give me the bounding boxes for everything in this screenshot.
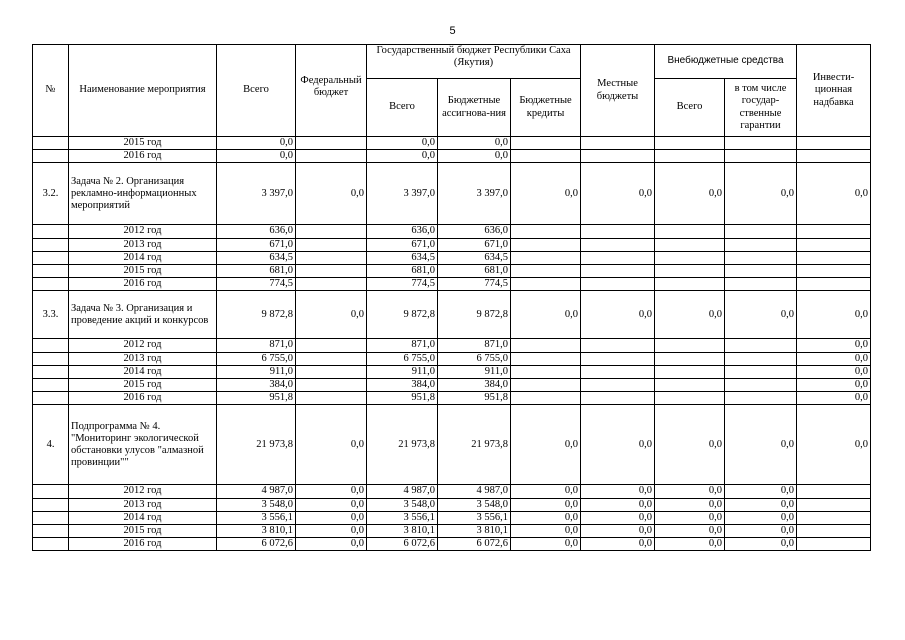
row-number: 3.3. <box>33 291 69 339</box>
table-row <box>33 485 871 498</box>
row-value <box>511 150 581 163</box>
row-name: 2012 год <box>69 225 217 238</box>
row-value <box>296 339 367 352</box>
row-value: 3 556,1 <box>217 511 296 524</box>
row-value <box>296 225 367 238</box>
row-value <box>655 251 725 264</box>
row-value: 0,0 <box>581 405 655 485</box>
row-number <box>33 538 69 551</box>
table-row <box>33 278 871 291</box>
row-value: 0,0 <box>797 291 871 339</box>
row-number <box>33 485 69 498</box>
table-row <box>33 137 871 150</box>
row-value: 681,0 <box>367 265 438 278</box>
row-value <box>797 485 871 498</box>
row-value: 0,0 <box>511 525 581 538</box>
row-value: 0,0 <box>438 150 511 163</box>
header-extra-total: Всего <box>655 79 725 137</box>
row-value <box>511 379 581 392</box>
row-number <box>33 379 69 392</box>
row-name: 2016 год <box>69 392 217 405</box>
row-number <box>33 392 69 405</box>
row-value <box>725 150 797 163</box>
row-value <box>581 225 655 238</box>
table-row <box>33 498 871 511</box>
row-value: 774,5 <box>438 278 511 291</box>
row-value: 0,0 <box>511 405 581 485</box>
row-value: 0,0 <box>581 485 655 498</box>
row-value <box>511 238 581 251</box>
row-number <box>33 525 69 538</box>
row-value <box>581 365 655 378</box>
row-value: 3 548,0 <box>367 498 438 511</box>
row-value <box>581 339 655 352</box>
table-row <box>33 352 871 365</box>
row-value <box>296 379 367 392</box>
row-value <box>581 251 655 264</box>
row-value: 681,0 <box>217 265 296 278</box>
row-value <box>797 225 871 238</box>
row-number <box>33 150 69 163</box>
row-number <box>33 265 69 278</box>
row-name: 2012 год <box>69 485 217 498</box>
row-value <box>725 265 797 278</box>
row-value <box>511 137 581 150</box>
row-name: Задача № 2. Организация рекламно-информационных мероприятий <box>69 163 217 225</box>
row-value: 0,0 <box>655 291 725 339</box>
table-row <box>33 365 871 378</box>
row-name: 2013 год <box>69 498 217 511</box>
table-row <box>33 150 871 163</box>
row-value <box>725 225 797 238</box>
row-value: 0,0 <box>296 485 367 498</box>
row-value <box>797 525 871 538</box>
table-row <box>33 339 871 352</box>
row-value: 951,8 <box>438 392 511 405</box>
row-value: 3 397,0 <box>438 163 511 225</box>
row-value: 0,0 <box>581 511 655 524</box>
row-value <box>655 365 725 378</box>
row-value: 4 987,0 <box>438 485 511 498</box>
row-value <box>296 251 367 264</box>
row-value <box>581 379 655 392</box>
row-value <box>797 137 871 150</box>
row-value <box>296 238 367 251</box>
row-value: 0,0 <box>655 525 725 538</box>
row-number <box>33 238 69 251</box>
row-value: 0,0 <box>797 352 871 365</box>
row-value: 636,0 <box>438 225 511 238</box>
row-value: 0,0 <box>511 511 581 524</box>
row-value: 0,0 <box>797 379 871 392</box>
row-value: 384,0 <box>367 379 438 392</box>
row-value: 774,5 <box>367 278 438 291</box>
row-value <box>511 339 581 352</box>
row-value: 21 973,8 <box>217 405 296 485</box>
row-value: 0,0 <box>438 137 511 150</box>
row-value: 0,0 <box>581 525 655 538</box>
table-row <box>33 392 871 405</box>
row-value: 6 072,6 <box>367 538 438 551</box>
table-row <box>33 238 871 251</box>
row-name: 2013 год <box>69 352 217 365</box>
table-row <box>33 265 871 278</box>
row-value <box>296 392 367 405</box>
row-value: 871,0 <box>367 339 438 352</box>
row-number <box>33 352 69 365</box>
row-value: 3 556,1 <box>367 511 438 524</box>
row-value <box>725 137 797 150</box>
row-value: 911,0 <box>438 365 511 378</box>
row-value: 871,0 <box>438 339 511 352</box>
row-value: 681,0 <box>438 265 511 278</box>
row-number <box>33 365 69 378</box>
row-value: 384,0 <box>438 379 511 392</box>
table-row <box>33 163 871 225</box>
row-value: 0,0 <box>581 291 655 339</box>
row-value: 3 810,1 <box>438 525 511 538</box>
row-name: 2013 год <box>69 238 217 251</box>
row-value: 3 548,0 <box>438 498 511 511</box>
row-value <box>511 225 581 238</box>
row-value: 0,0 <box>511 498 581 511</box>
row-value: 0,0 <box>725 291 797 339</box>
row-value: 21 973,8 <box>438 405 511 485</box>
header-state-budget: Государственный бюджет Республики Саха (Якутия) <box>367 45 581 79</box>
row-value: 0,0 <box>797 405 871 485</box>
header-total: Всего <box>217 45 296 137</box>
row-value <box>655 339 725 352</box>
budget-table <box>32 44 871 551</box>
row-value: 0,0 <box>725 485 797 498</box>
row-name: 2016 год <box>69 150 217 163</box>
row-value <box>725 352 797 365</box>
table-row <box>33 525 871 538</box>
page-number: 5 <box>449 25 456 37</box>
row-value <box>797 278 871 291</box>
row-value <box>581 352 655 365</box>
row-value <box>581 238 655 251</box>
row-name: 2015 год <box>69 137 217 150</box>
row-value: 0,0 <box>511 485 581 498</box>
row-number <box>33 339 69 352</box>
row-value <box>797 238 871 251</box>
row-value <box>797 251 871 264</box>
row-value: 0,0 <box>725 498 797 511</box>
row-value: 0,0 <box>217 137 296 150</box>
row-value: 21 973,8 <box>367 405 438 485</box>
header-invest: Инвести-ционная надбавка <box>797 45 871 137</box>
row-value <box>296 352 367 365</box>
row-value: 0,0 <box>296 405 367 485</box>
row-value <box>725 339 797 352</box>
header-extra: Внебюджетные средства <box>655 45 797 79</box>
row-number <box>33 137 69 150</box>
row-value: 0,0 <box>797 392 871 405</box>
row-name: 2016 год <box>69 538 217 551</box>
row-value: 9 872,8 <box>367 291 438 339</box>
row-value: 0,0 <box>581 538 655 551</box>
row-name: 2012 год <box>69 339 217 352</box>
row-name: 2014 год <box>69 365 217 378</box>
table-row <box>33 511 871 524</box>
row-name: Задача № 3. Организация и проведение акций и конкурсов <box>69 291 217 339</box>
row-value <box>655 379 725 392</box>
row-value: 0,0 <box>511 291 581 339</box>
row-value <box>511 352 581 365</box>
row-name: 2015 год <box>69 265 217 278</box>
row-value: 871,0 <box>217 339 296 352</box>
header-state-credit: Бюджетные кредиты <box>511 79 581 137</box>
row-value <box>296 365 367 378</box>
row-value <box>581 392 655 405</box>
row-value: 774,5 <box>217 278 296 291</box>
row-value <box>797 511 871 524</box>
row-value: 0,0 <box>581 163 655 225</box>
row-value: 911,0 <box>217 365 296 378</box>
header-num: № <box>33 45 69 137</box>
row-value: 636,0 <box>217 225 296 238</box>
row-value: 0,0 <box>725 538 797 551</box>
row-value: 4 987,0 <box>367 485 438 498</box>
row-value: 0,0 <box>296 538 367 551</box>
row-value <box>581 137 655 150</box>
row-value: 6 755,0 <box>217 352 296 365</box>
row-name: 2015 год <box>69 525 217 538</box>
row-value: 671,0 <box>217 238 296 251</box>
row-value <box>725 278 797 291</box>
row-value <box>725 251 797 264</box>
row-value <box>296 137 367 150</box>
row-value <box>655 352 725 365</box>
row-value: 634,5 <box>438 251 511 264</box>
row-value: 0,0 <box>655 405 725 485</box>
row-value <box>655 238 725 251</box>
row-value: 9 872,8 <box>217 291 296 339</box>
table-row <box>33 251 871 264</box>
row-value: 0,0 <box>511 538 581 551</box>
row-value: 9 872,8 <box>438 291 511 339</box>
row-number: 3.2. <box>33 163 69 225</box>
row-value: 0,0 <box>655 163 725 225</box>
row-value: 0,0 <box>797 365 871 378</box>
row-value <box>655 392 725 405</box>
row-value: 0,0 <box>797 339 871 352</box>
row-value: 0,0 <box>217 150 296 163</box>
row-name: 2015 год <box>69 379 217 392</box>
row-value: 634,5 <box>367 251 438 264</box>
row-value: 0,0 <box>367 150 438 163</box>
header-local: Местные бюджеты <box>581 45 655 137</box>
row-value <box>725 238 797 251</box>
row-value: 951,8 <box>367 392 438 405</box>
row-value <box>511 365 581 378</box>
row-value <box>725 365 797 378</box>
row-value: 0,0 <box>725 511 797 524</box>
header-name: Наименование мероприятия <box>69 45 217 137</box>
row-number <box>33 251 69 264</box>
row-value: 4 987,0 <box>217 485 296 498</box>
row-value <box>797 498 871 511</box>
row-value: 0,0 <box>725 163 797 225</box>
row-number <box>33 225 69 238</box>
table-row <box>33 379 871 392</box>
row-name: Подпрограмма № 4. "Мониторинг экологической обстановки улусов "алмазной провинции"" <box>69 405 217 485</box>
table-row <box>33 291 871 339</box>
header-state-alloc: Бюджетные ассигнова-ния <box>438 79 511 137</box>
row-value: 3 548,0 <box>217 498 296 511</box>
row-name: 2016 год <box>69 278 217 291</box>
row-value <box>296 278 367 291</box>
row-number: 4. <box>33 405 69 485</box>
row-value <box>797 150 871 163</box>
table-header <box>33 45 871 137</box>
row-number <box>33 498 69 511</box>
header-extra-guar: в том числе государ-ственные гарантии <box>725 79 797 137</box>
row-value: 0,0 <box>797 163 871 225</box>
row-value: 0,0 <box>725 405 797 485</box>
row-value <box>725 379 797 392</box>
row-value: 636,0 <box>367 225 438 238</box>
row-value <box>511 392 581 405</box>
row-value <box>581 265 655 278</box>
row-value <box>725 392 797 405</box>
row-value <box>655 137 725 150</box>
row-value: 0,0 <box>296 511 367 524</box>
row-value: 3 810,1 <box>217 525 296 538</box>
row-value: 0,0 <box>296 291 367 339</box>
row-value <box>511 265 581 278</box>
row-value <box>296 265 367 278</box>
row-value <box>655 150 725 163</box>
row-value <box>581 150 655 163</box>
row-value: 0,0 <box>655 511 725 524</box>
header-state-total: Всего <box>367 79 438 137</box>
row-value: 3 397,0 <box>367 163 438 225</box>
table-row <box>33 225 871 238</box>
table-body <box>33 137 871 551</box>
row-value <box>511 251 581 264</box>
row-value: 6 755,0 <box>367 352 438 365</box>
row-value <box>797 265 871 278</box>
row-value: 6 755,0 <box>438 352 511 365</box>
row-value: 0,0 <box>296 525 367 538</box>
table-row <box>33 405 871 485</box>
row-value <box>511 278 581 291</box>
row-value: 0,0 <box>655 498 725 511</box>
row-number <box>33 278 69 291</box>
row-number <box>33 511 69 524</box>
row-value <box>581 278 655 291</box>
row-value <box>655 278 725 291</box>
row-value <box>797 538 871 551</box>
row-value: 0,0 <box>296 163 367 225</box>
row-value: 911,0 <box>367 365 438 378</box>
row-value: 0,0 <box>367 137 438 150</box>
row-value: 671,0 <box>438 238 511 251</box>
row-value: 0,0 <box>296 498 367 511</box>
row-name: 2014 год <box>69 251 217 264</box>
row-value: 3 810,1 <box>367 525 438 538</box>
row-value: 3 397,0 <box>217 163 296 225</box>
row-value <box>296 150 367 163</box>
row-value: 6 072,6 <box>217 538 296 551</box>
row-value: 634,5 <box>217 251 296 264</box>
table-row <box>33 538 871 551</box>
row-value <box>655 265 725 278</box>
row-value: 384,0 <box>217 379 296 392</box>
row-value: 951,8 <box>217 392 296 405</box>
row-value: 0,0 <box>581 498 655 511</box>
header-federal: Федеральный бюджет <box>296 45 367 137</box>
row-name: 2014 год <box>69 511 217 524</box>
row-value <box>655 225 725 238</box>
row-value: 0,0 <box>655 538 725 551</box>
row-value: 0,0 <box>725 525 797 538</box>
row-value: 3 556,1 <box>438 511 511 524</box>
row-value: 6 072,6 <box>438 538 511 551</box>
row-value: 671,0 <box>367 238 438 251</box>
row-value: 0,0 <box>655 485 725 498</box>
row-value: 0,0 <box>511 163 581 225</box>
